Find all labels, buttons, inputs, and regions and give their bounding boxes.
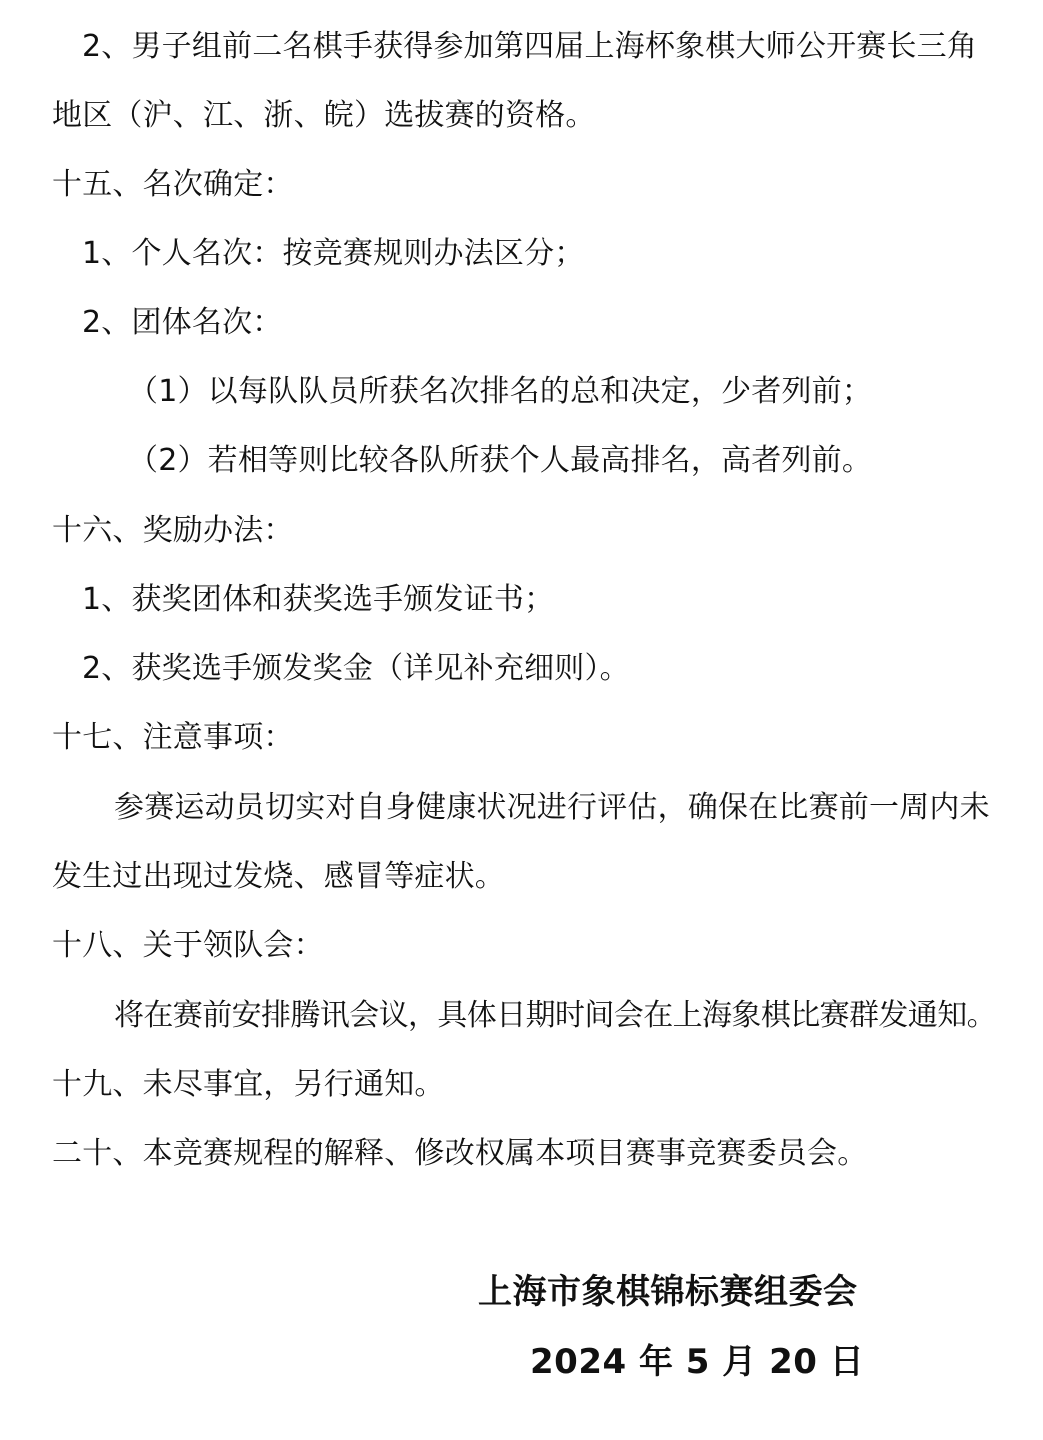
signature-date: 2024 年 5 月 20 日	[530, 1342, 865, 1382]
signature-organizer: 上海市象棋锦标赛组委会	[478, 1272, 858, 1312]
section-heading: 十七、注意事项：	[52, 720, 294, 755]
section-heading: 二十、本竞赛规程的解释、修改权属本项目赛事竞赛委员会。	[52, 1136, 868, 1171]
paragraph-line: 2、男子组前二名棋手获得参加第四届上海杯象棋大师公开赛长三角	[82, 29, 978, 64]
paragraph-line: 1、个人名次：按竞赛规则办法区分；	[82, 236, 585, 271]
paragraph-line: 将在赛前安排腾讯会议，具体日期时间会在上海象棋比赛群发通知。	[114, 998, 996, 1033]
section-heading: 十九、未尽事宜，另行通知。	[52, 1067, 445, 1102]
paragraph-line: （2）若相等则比较各队所获个人最高排名，高者列前。	[128, 443, 873, 478]
paragraph-line: 发生过出现过发烧、感冒等症状。	[52, 859, 505, 894]
paragraph-line: 参赛运动员切实对自身健康状况进行评估，确保在比赛前一周内未	[114, 790, 990, 825]
section-heading: 十八、关于领队会：	[52, 928, 324, 963]
paragraph-line: 2、团体名次：	[82, 305, 283, 340]
section-heading: 十五、名次确定：	[52, 167, 294, 202]
paragraph-line: 1、获奖团体和获奖选手颁发证书；	[82, 582, 555, 617]
paragraph-line: 地区（沪、江、浙、皖）选拔赛的资格。	[52, 98, 596, 133]
paragraph-line: （1）以每队队员所获名次排名的总和决定，少者列前；	[128, 374, 873, 409]
paragraph-line: 2、获奖选手颁发奖金（详见补充细则）。	[82, 651, 630, 686]
section-heading: 十六、奖励办法：	[52, 513, 294, 548]
